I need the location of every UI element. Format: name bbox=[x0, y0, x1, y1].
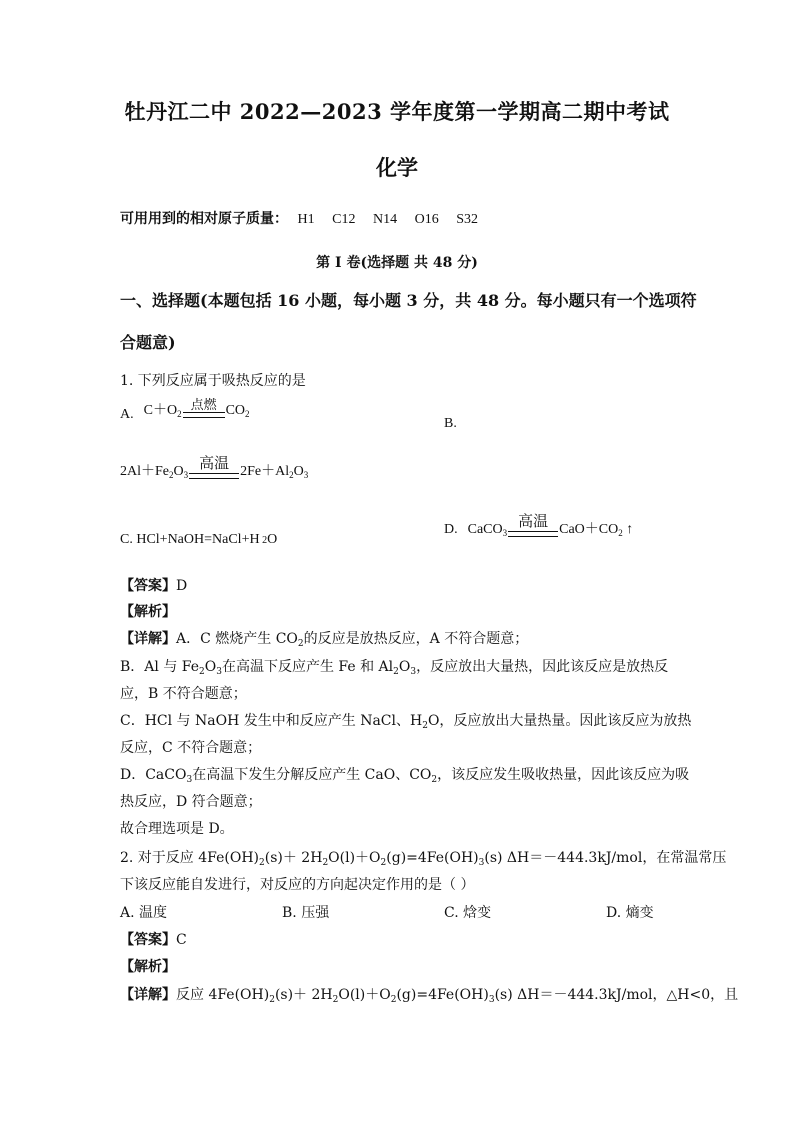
q1-option-c-text: C. HCl+NaOH=NaCl+H bbox=[120, 532, 260, 547]
q2-option-a: A. 温度 bbox=[120, 905, 168, 921]
mass-value: N14 bbox=[372, 212, 398, 227]
mass-value: O16 bbox=[414, 212, 439, 227]
q1-option-a-label: A. bbox=[120, 407, 134, 422]
q1-detail-b: B．Al 与 $Fe_2O_3$在高温下反应产生 Fe 和 $Al_2O_3$，反应放出大量热，因此该反应是放热反 bbox=[120, 659, 669, 677]
reaction-arrow bbox=[189, 456, 239, 484]
q1-detail-b-cont: 应，B 不符合题意； bbox=[120, 686, 247, 702]
mass-value: H1 bbox=[297, 212, 315, 227]
q1-stem: 1. 下列反应属于吸热反应的是 bbox=[120, 373, 306, 389]
atomic-masses-label: 可用用到的相对原子质量： bbox=[120, 211, 288, 227]
volume-heading: 第 I 卷(选择题 共 48 分) bbox=[316, 255, 478, 271]
q2-stem-cont: 下该反应能自发进行，对反应的方向起决定作用的是（ ） bbox=[120, 877, 475, 893]
section-heading-line1: 一、选择题(本题包括 16 小题，每小题 3 分，共 48 分。每小题只有一个选项符 bbox=[120, 291, 697, 310]
q1-detail-d: D．CaCO$_3$在高温下发生分解反应产生 CaO、$CO_2$，该反应发生吸收热量，因此该反应为吸 bbox=[120, 767, 690, 785]
q2-detail: 【详解】反应 $4Fe(OH)_2(s)+ 2H_2O(l)+O_2(g)=4Fe(OH)_3(s)$ ΔH＝－444.3kJ/mol，△H<0，且 bbox=[120, 987, 739, 1005]
q1-option-d: D. CaCO$_3$ 高温 $CaO+CO_2$ ↑ bbox=[444, 514, 633, 542]
mass-value: S32 bbox=[456, 212, 479, 227]
reaction-condition: 高温 bbox=[199, 456, 230, 472]
reaction-condition: 高温 bbox=[518, 514, 549, 530]
q1-detail-c-cont: 反应，C 不符合题意； bbox=[120, 740, 262, 756]
q1-option-c-sub: 2 bbox=[262, 535, 268, 546]
q2-option-d: D. 熵变 bbox=[606, 905, 654, 921]
q2-analysis-label: 【解析】 bbox=[120, 959, 176, 975]
q1-option-c bbox=[120, 532, 277, 548]
reaction-arrow bbox=[508, 514, 558, 542]
q1-analysis-label: 【解析】 bbox=[120, 604, 176, 620]
mass-value: C12 bbox=[332, 212, 356, 227]
reaction-arrow bbox=[183, 398, 225, 423]
subject-title: 化学 bbox=[376, 155, 418, 180]
q1-option-b-label: B. bbox=[444, 416, 457, 431]
q2-answer: 【答案】C bbox=[120, 932, 187, 948]
atomic-masses bbox=[120, 208, 492, 228]
q1-conclusion: 故合理选项是 D。 bbox=[120, 821, 234, 837]
page-title: 牡丹江二中 2022—2023 学年度第一学期高二期中考试 bbox=[124, 99, 670, 124]
q2-option-c: C. 焓变 bbox=[444, 905, 492, 921]
reaction-condition: 点燃 bbox=[190, 397, 217, 412]
q1-option-a: A. $C+O_2$ 点燃 $CO_2$ bbox=[120, 397, 250, 422]
q1-option-d-label: D. bbox=[444, 522, 458, 537]
q1-answer: 【答案】D bbox=[120, 578, 188, 594]
q1-option-c-tail: O bbox=[267, 532, 278, 547]
section-heading-line2: 合题意) bbox=[120, 333, 176, 352]
q1-option-b-equation: $2Al+Fe_2O_3$ 高温 $2Fe+Al_2O_3$ bbox=[120, 456, 308, 484]
q1-detail-c: C．HCl 与 NaOH 发生中和反应产生 NaCl、$H_2O$，反应放出大量热量。因此该反应为放热 bbox=[120, 713, 692, 731]
q1-detail-a: 【详解】A．C 燃烧产生 $CO_2$的反应是放热反应，A 不符合题意； bbox=[120, 631, 529, 649]
q2-option-b: B. 压强 bbox=[282, 905, 330, 921]
q2-stem: 2. 对于反应 $4Fe(OH)_2(s)+ 2H_2O(l)+O_2(g)=4Fe(OH)_3(s)$ ΔH＝－444.3kJ/mol，在常温常压 bbox=[120, 850, 727, 868]
q1-detail-d-cont: 热反应，D 符合题意； bbox=[120, 794, 262, 810]
